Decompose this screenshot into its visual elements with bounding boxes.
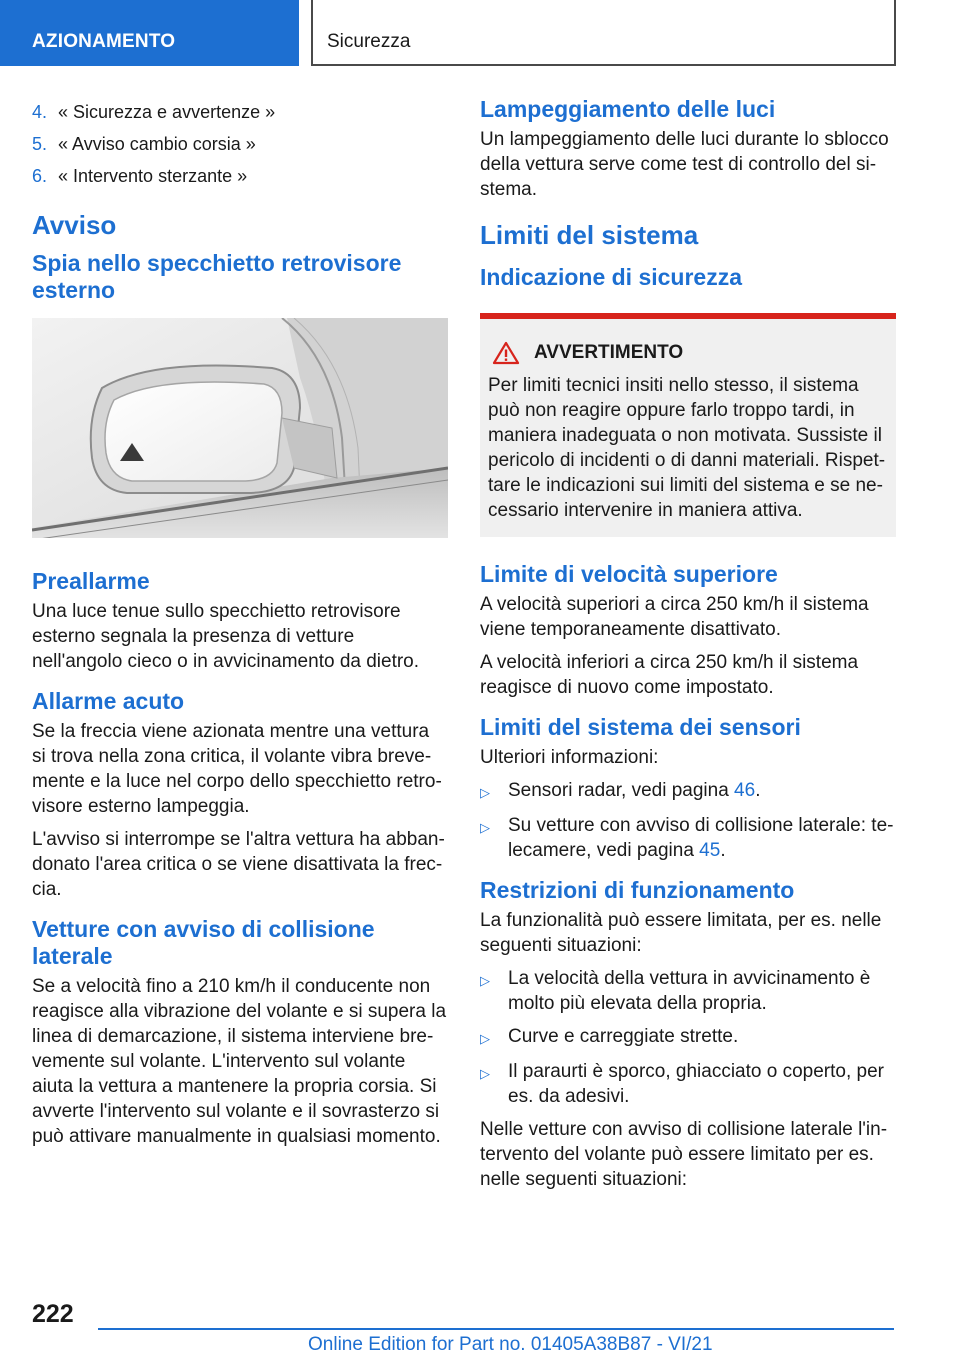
paragraph-sensori: Ulteriori informazioni: (480, 747, 659, 768)
paragraph-lampeggiamento: Un lampeggiamento delle luci durante lo sblocco della vettura serve come test di controllo del sistema. (480, 129, 889, 200)
page-number: 222 (32, 1300, 74, 1328)
list-item: ▷ Il paraurti è sporco, ghiacciato o coperto, per es. da adesivi. (480, 1061, 884, 1107)
warning-title: AVVERTIMENTO (488, 341, 888, 365)
paragraph-restrizioni: La funzionalità può essere limitata, per es. nelle seguenti situazioni: (480, 910, 882, 956)
heading-vetture: Vetture con avviso di collisione laterale (32, 916, 375, 969)
triangle-bullet-icon: ▷ (480, 1066, 490, 1081)
triangle-bullet-icon: ▷ (480, 785, 490, 800)
list-item: 5. « Avviso cambio corsia » (32, 134, 256, 154)
paragraph-vetture: Se a velocità fino a 210 km/h il conducente non reagisce alla vibrazione del volante e si supera la linea di demarcazione, il sistema interviene brevemente sul volante. L'intervento sul volante aiuta la vettura a mantenere la propria corsia. Si avverte l'intervento sul volante e il sovrasterzo si può attivare manualmente in qualsiasi momento. (32, 976, 447, 1147)
mirror-illustration (32, 318, 448, 538)
heading-spia: Spia nello specchietto retrovisore esterno (32, 250, 402, 303)
heading-preallarme: Preallarme (32, 568, 150, 594)
warning-triangle-icon (492, 341, 520, 365)
list-item: ▷ Sensori radar, vedi pagina 46. (480, 778, 896, 805)
heading-limite-velocita: Limite di velocità superiore (480, 561, 778, 587)
paragraph-allarme-1: Se la freccia viene azionata mentre una vettura si trova nella zona critica, il volante vibra brevemente e la luce nel corpo dello specchietto retrovisore esterno lampeggia. (32, 721, 442, 817)
right-column (480, 96, 896, 1200)
paragraph-preallarme: Una luce tenue sullo specchietto retrovisore esterno segnala la presenza di vetture nell'angolo cieco o in avvicinamento da dietro. (32, 601, 420, 672)
paragraph-allarme-2: L'avviso si interrompe se l'altra vettura ha abbandonato l'area critica o se viene disattivata la freccia. (32, 829, 445, 900)
list-item: ▷ La velocità della vettura in avvicinamento è molto più elevata della propria. (480, 968, 871, 1014)
paragraph-velocita-1: A velocità superiori a circa 250 km/h il sistema viene temporaneamente disattivato. (480, 594, 869, 640)
heading-restrizioni: Restrizioni di funzionamento (480, 877, 795, 903)
warning-box (480, 313, 896, 537)
heading-lampeggiamento: Lampeggiamento delle luci (480, 96, 776, 122)
heading-indicazione-sicurezza: Indicazione di sicurezza (480, 264, 743, 290)
page-link-45[interactable]: 45 (699, 840, 721, 861)
paragraph-final: Nelle vetture con avviso di collisione laterale l'intervento del volante può essere limitato per es. nelle seguenti situazioni: (480, 1119, 888, 1190)
list-item: ▷ Curve e carreggiate strette. (480, 1024, 896, 1051)
list-item: 4. « Sicurezza e avvertenze » (32, 102, 276, 122)
list-item: ▷ Su vetture con avviso di collisione laterale: telecamere, vedi pagina 45. (480, 815, 894, 861)
left-column (32, 96, 448, 1157)
page-link-46[interactable]: 46 (734, 780, 756, 801)
sensori-list (480, 778, 896, 863)
side-mirror-image (32, 318, 448, 538)
footer-edition: Online Edition for Part no. 01405A38B87 - VI/21 (308, 1334, 713, 1355)
warning-text: Per limiti tecnici insiti nello stesso, il sistema può non reagire oppure farlo troppo tardi, in maniera inadeguata o non motivata. Sussiste il pericolo di incidenti o di danni materiali. Rispettare le indicazioni sui limiti del sistema e se necessario intervenire in maniera attiva. (488, 375, 886, 521)
footer-divider (98, 1328, 894, 1330)
header-section-tab: AZIONAMENTO (0, 0, 299, 66)
triangle-bullet-icon: ▷ (480, 1031, 490, 1046)
triangle-bullet-icon: ▷ (480, 820, 490, 835)
triangle-bullet-icon: ▷ (480, 973, 490, 988)
restrizioni-list (480, 966, 896, 1109)
paragraph-velocita-2: A velocità inferiori a circa 250 km/h il sistema reagisce di nuovo come impostato. (480, 652, 859, 698)
heading-allarme-acuto: Allarme acuto (32, 688, 185, 714)
heading-limiti-sistema: Limiti del sistema (480, 220, 699, 250)
heading-avviso: Avviso (32, 210, 117, 240)
heading-limiti-sensori: Limiti del sistema dei sensori (480, 714, 801, 740)
header-chapter-tab: Sicurezza (311, 0, 896, 66)
numbered-list (32, 96, 448, 192)
list-item: 6. « Intervento sterzante » (32, 166, 248, 186)
